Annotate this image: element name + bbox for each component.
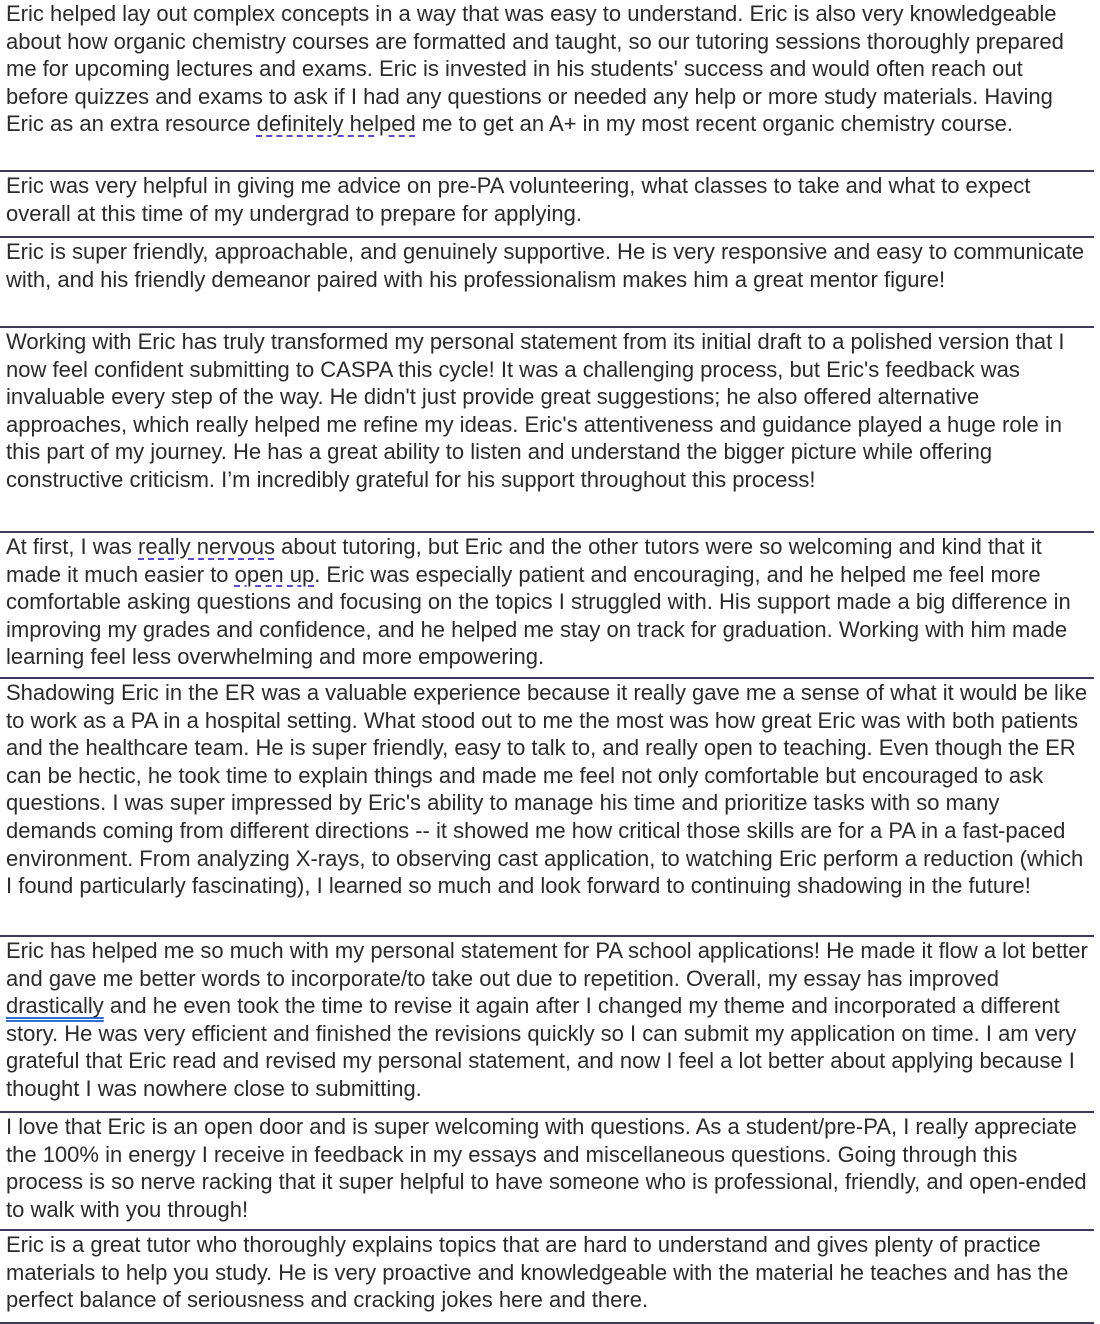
- review-cell[interactable]: [0, 679, 1094, 937]
- review-cell[interactable]: [0, 533, 1094, 679]
- review-text: about tutoring, but Eric and the other tutors were so welcoming and kind that it made it much easier to: [6, 534, 1042, 587]
- review-cell[interactable]: [0, 172, 1094, 238]
- review-text: Shadowing Eric in the ER was a valuable experience because it really gave me a sense of what it would be like to work as a PA in a hospital setting. What stood out to me the most was how great Eric was with both patients and the healthcare team. He is super friendly, easy to talk to, and really open to teaching. Even though the ER can be hectic, he took time to explain things and made me feel not only comfortable but encouraged to ask questions. I was super impressed by Eric's ability to manage his time and prioritize tasks with so many demands coming from different directions -- it showed me how critical those skills are for a PA in a fast-paced environment. From analyzing X-rays, to observing cast application, to watching Eric perform a reduction (which I found particularly fascinating), I learned so much and look forward to continuing shadowing in the future!: [6, 680, 1088, 899]
- review-cell[interactable]: [0, 937, 1094, 1113]
- spell-flag[interactable]: really nervous: [138, 534, 275, 559]
- review-cell[interactable]: [0, 238, 1094, 328]
- review-text: Eric is a great tutor who thoroughly explains topics that are hard to understand and gives plenty of practice materials to help you study. He is very proactive and knowledgeable with the material he teaches and has the perfect balance of seriousness and cracking jokes here and there.: [6, 1232, 1069, 1313]
- spell-flag[interactable]: definitely helped: [256, 111, 416, 137]
- review-text: Eric is super friendly, approachable, and genuinely supportive. He is very responsive and easy to communicate with, and his friendly demeanor paired with his professionalism makes him a great mentor figure!: [6, 239, 1085, 292]
- review-text: I love that Eric is an open door and is super welcoming with questions. As a student/pre-PA, I really appreciate the 100% in energy I receive in feedback in my essays and miscellaneous questions. Going through this process is so nerve racking that it super helpful to have someone who is professional, friendly, and open-ended to walk with you through!: [6, 1114, 1087, 1222]
- spell-flag[interactable]: open up: [234, 561, 315, 587]
- review-text: Eric helped lay out complex concepts in a way that was easy to understand. Eric is also very knowledgeable about how organic chemistry courses are formatted and taught, so our tutoring sessions thoroughly prepared me for upcoming lectures and exams. Eric is invested in his students' success and would often reach out before quizzes and exams to ask if I had any questions or needed any help or more study materials. Having Eric as an extra resource: [6, 1, 1064, 137]
- review-cell[interactable]: [0, 1113, 1094, 1231]
- review-text: . Eric was especially patient and encouraging, and he helped me feel more comfortable asking questions and focusing on the topics I struggled with. His support made a big difference in improving my grades and confidence, and he helped me stay on track for graduation. Working with him made learning feel less overwhelming and more empowering.: [6, 561, 1071, 670]
- review-cell[interactable]: [0, 328, 1094, 533]
- review-text: At first, I was: [6, 534, 139, 559]
- review-text: Eric has helped me so much with my personal statement for PA school applications! He made it flow a lot better and gave me better words to incorporate/to take out due to repetition. Overall, my essay has improved: [6, 938, 1088, 991]
- review-text: and he even took the time to revise it again after I changed my theme and incorporated a different story. He was very efficient and finished the revisions quickly so I can submit my application on time. I am very grateful that Eric read and revised my personal statement, and now I feel a lot better about applying because I thought I was nowhere close to submitting.: [6, 993, 1077, 1101]
- review-text: me to get an A+ in my most recent organic chemistry course.: [415, 111, 1013, 137]
- review-text: Eric was very helpful in giving me advice on pre-PA volunteering, what classes to take and what to expect overall at this time of my undergrad to prepare for applying.: [6, 173, 1031, 226]
- review-cell[interactable]: [0, 0, 1094, 172]
- grammar-flag[interactable]: drastically: [6, 993, 104, 1019]
- review-cell[interactable]: [0, 1231, 1094, 1324]
- review-text: Working with Eric has truly transformed my personal statement from its initial draft to a polished version that I now feel confident submitting to CASPA this cycle! It was a challenging process, but Eric's feedback was invaluable every step of the way. He didn't just provide great suggestions; he also offered alternative approaches, which really helped me refine my ideas. Eric's attentiveness and guidance played a huge role in this part of my journey. He has a great ability to listen and understand the bigger picture while offering constructive criticism. I’m incredibly grateful for his support throughout this process!: [6, 329, 1065, 492]
